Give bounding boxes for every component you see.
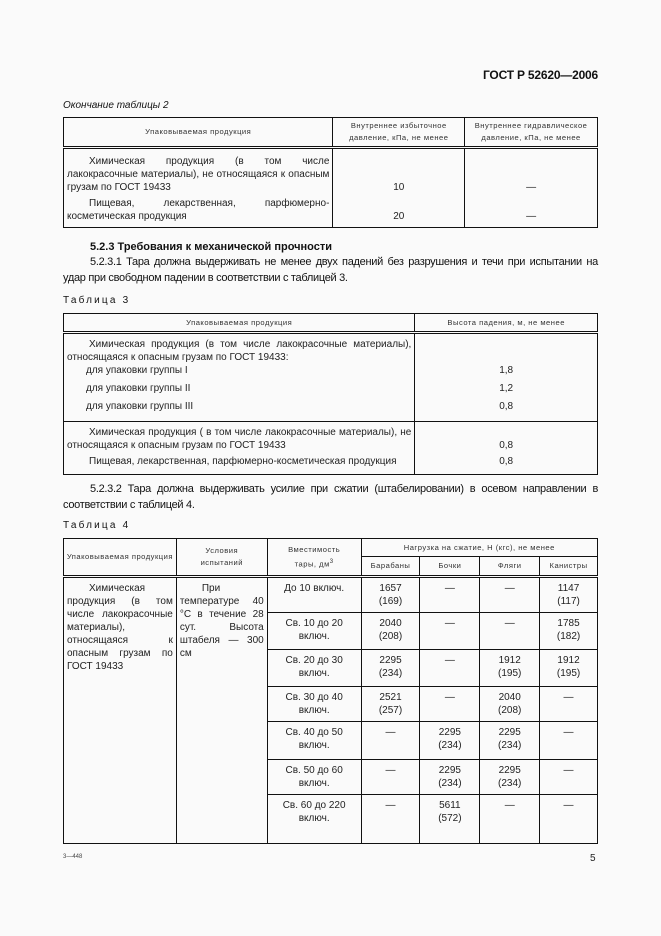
table4-drums-kgf: (169) bbox=[378, 596, 403, 607]
table4-header-load: Нагрузка на сжатие, Н (кгс), не менее bbox=[361, 539, 597, 557]
table4-body bbox=[64, 577, 598, 844]
table4-drums-newtons: 2521 bbox=[379, 692, 402, 703]
table4-barrels-newtons: — bbox=[444, 692, 455, 703]
table4-barrels-kgf: (234) bbox=[438, 740, 462, 751]
table-row bbox=[64, 148, 598, 195]
table3-caption: Таблица 3 bbox=[63, 295, 131, 306]
table3-row-value: 1,8 bbox=[499, 365, 514, 376]
table-row bbox=[64, 400, 598, 421]
table-2 bbox=[63, 117, 598, 228]
table4-drums-kgf: (257) bbox=[378, 705, 403, 716]
table2-hydraulic-value: — bbox=[526, 182, 537, 193]
table-row bbox=[64, 194, 598, 228]
table4-drums-newtons: 1657 bbox=[379, 583, 402, 594]
table4-canisters-newtons: — bbox=[563, 727, 574, 738]
table4-barrels-newtons: 5611 bbox=[439, 800, 461, 811]
table4-barrels-newtons: — bbox=[444, 618, 455, 629]
table3-header-product: Упаковываемая продукция bbox=[64, 314, 415, 333]
table2-excess-value: 20 bbox=[393, 211, 405, 222]
table-row bbox=[64, 333, 598, 365]
table3-row-value: 0,8 bbox=[499, 440, 514, 451]
table4-header-capacity-text: Вместимость тары, дм bbox=[288, 544, 341, 569]
table4-header-flasks: Фляги bbox=[480, 557, 540, 577]
table4-flasks-kgf: (234) bbox=[498, 740, 522, 751]
table3-row-label: Пищевая, лекарственная, парфюмерно-косметическая продукция bbox=[89, 456, 397, 467]
table4-canisters-newtons: — bbox=[563, 765, 574, 776]
table3-header-height: Высота падения, м, не менее bbox=[415, 314, 598, 333]
table4-flasks-kgf: (195) bbox=[498, 668, 522, 679]
table4-drums-newtons: — bbox=[385, 727, 396, 738]
table-row bbox=[64, 382, 598, 400]
table4-header-product: Упаковываемая продукция bbox=[64, 539, 177, 577]
table4-header-drums: Барабаны bbox=[361, 557, 420, 577]
table4-canisters-kgf: (182) bbox=[556, 631, 581, 642]
table2-product: Химическая продукция (в том числе лакокрасочные материалы), не относящаяся к опасным грузам по ГОСТ 19433 bbox=[67, 156, 330, 193]
table4-capacity: До 10 включ. bbox=[284, 583, 345, 594]
table4-product: Химическая продукция (в том числе лакокрасочные материалы), относящаяся к опасным грузам по ГОСТ 19433 bbox=[67, 583, 173, 672]
table2-header-hydraulic: Внутреннее гидравлическое давление, кПа, не менее bbox=[465, 118, 598, 148]
table4-capacity: Св. 10 до 20 включ. bbox=[285, 618, 343, 642]
table3-row-value: 1,2 bbox=[499, 383, 514, 394]
table2-hydraulic-value: — bbox=[526, 211, 537, 222]
document-code: ГОСТ Р 52620—2006 bbox=[482, 68, 598, 82]
table2-header-product: Упаковываемая продукция bbox=[64, 118, 333, 148]
table4-drums-newtons: — bbox=[385, 800, 396, 811]
table2-caption: Окончание таблицы 2 bbox=[63, 100, 169, 111]
table4-barrels-kgf: (572) bbox=[438, 813, 462, 824]
table4-barrels-newtons: 2295 bbox=[438, 727, 461, 738]
table4-conditions: При температуре 40 °С в течение 28 сут. Высота штабеля — 300 см bbox=[179, 583, 264, 659]
table4-flasks-kgf: (234) bbox=[498, 778, 522, 789]
table4-header-canisters: Канистры bbox=[540, 557, 598, 577]
table3-row-label: Химическая продукция ( в том числе лакокрасочные материалы), не относящаяся к опасным грузам по ГОСТ 19433 bbox=[67, 426, 412, 451]
table4-flasks-kgf: (208) bbox=[498, 705, 522, 716]
table4-drums-newtons: — bbox=[385, 765, 396, 776]
table4-canisters-newtons: 1785 bbox=[557, 618, 580, 629]
table4-capacity: Св. 40 до 50 включ. bbox=[285, 727, 343, 751]
table4-header-capacity bbox=[267, 539, 361, 577]
table4-canisters-kgf: (117) bbox=[557, 596, 580, 607]
table4-barrels-newtons: — bbox=[444, 655, 455, 666]
print-code: 3—448 bbox=[63, 854, 83, 860]
table4-barrels-kgf: (234) bbox=[438, 778, 462, 789]
table4-flasks-newtons: 1912 bbox=[498, 655, 521, 666]
table4-barrels-newtons: 2295 bbox=[438, 765, 461, 776]
table4-caption: Таблица 4 bbox=[63, 520, 131, 531]
table4-flasks-newtons: 2295 bbox=[498, 765, 521, 776]
table-3 bbox=[63, 313, 598, 475]
table4-flasks-newtons: 2295 bbox=[498, 727, 521, 738]
table4-drums-kgf: (234) bbox=[378, 668, 403, 679]
table4-barrels-newtons: — bbox=[444, 583, 455, 594]
table4-canisters-newtons: — bbox=[563, 692, 574, 703]
table2-product: Пищевая, лекарственная, парфюмерно-косметическая продукция bbox=[67, 198, 330, 222]
table4-canisters-newtons: — bbox=[563, 800, 574, 811]
table4-capacity: Св. 50 до 60 включ. bbox=[285, 765, 343, 789]
table-row bbox=[64, 421, 598, 452]
page-number: 5 bbox=[590, 853, 596, 864]
table-4 bbox=[63, 538, 598, 844]
table3-row-label: для упаковки группы I bbox=[86, 365, 188, 376]
table4-canisters-newtons: 1147 bbox=[557, 583, 580, 594]
table4-header-barrels: Бочки bbox=[420, 557, 480, 577]
table2-header-excess: Внутреннее избыточное давление, кПа, не менее bbox=[333, 118, 465, 148]
table3-row-value: 0,8 bbox=[499, 401, 514, 412]
table3-group1-intro: Химическая продукция (в том числе лакокрасочные материалы), относящаяся к опасным грузам по ГОСТ 19433: bbox=[67, 339, 412, 363]
paragraph-5-2-3-2: 5.2.3.2 Тара должна выдерживать усилие при сжатии (штабелировании) в осевом направлении в соответствии с таблицей 4. bbox=[63, 483, 598, 511]
table-row bbox=[64, 452, 598, 474]
paragraph-5-2-3-1: 5.2.3.1 Тара должна выдерживать не менее двух падений без разрушения и течи при испытании на удар при свободном падении в соответствии с таблицей 3. bbox=[63, 256, 598, 284]
table4-capacity: Св. 20 до 30 включ. bbox=[285, 655, 343, 679]
table4-flasks-newtons: — bbox=[504, 618, 515, 629]
table-row bbox=[64, 577, 598, 613]
table3-row-value: 0,8 bbox=[499, 456, 514, 467]
table3-row-label: для упаковки группы III bbox=[86, 401, 194, 412]
table4-drums-kgf: (208) bbox=[378, 631, 403, 642]
table4-flasks-newtons: — bbox=[504, 800, 515, 811]
table4-capacity: Св. 30 до 40 включ. bbox=[285, 692, 343, 716]
table4-canisters-newtons: 1912 bbox=[557, 655, 580, 666]
table4-drums-newtons: 2295 bbox=[379, 655, 402, 666]
table4-header-capacity-sup: 3 bbox=[329, 558, 334, 565]
table4-flasks-newtons: — bbox=[504, 583, 515, 594]
table4-drums-newtons: 2040 bbox=[379, 618, 402, 629]
table4-header-conditions: Условия испытаний bbox=[176, 539, 267, 577]
table3-row-label: для упаковки группы II bbox=[86, 383, 191, 394]
table4-capacity: Св. 60 до 220 включ. bbox=[282, 800, 346, 824]
table4-flasks-newtons: 2040 bbox=[498, 692, 521, 703]
table4-canisters-kgf: (195) bbox=[556, 668, 581, 679]
table-row bbox=[64, 364, 598, 382]
section-title: 5.2.3 Требования к механической прочности bbox=[90, 241, 333, 253]
table2-excess-value: 10 bbox=[393, 182, 405, 193]
